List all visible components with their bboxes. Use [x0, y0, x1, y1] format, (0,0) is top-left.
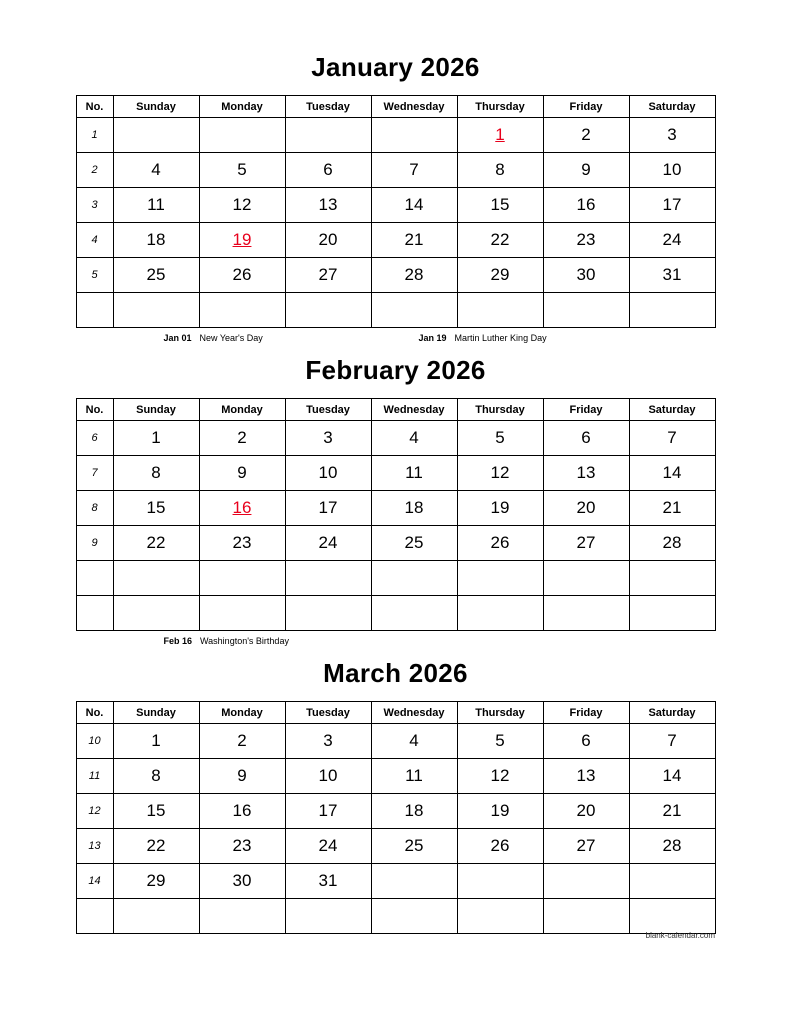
header-friday: Friday — [543, 399, 629, 421]
calendar-day-cell[interactable]: 1 — [457, 118, 543, 153]
calendar-day-cell[interactable]: 29 — [113, 864, 199, 899]
calendar-empty-cell — [629, 293, 715, 328]
calendar-day-cell[interactable]: 15 — [113, 794, 199, 829]
header-friday: Friday — [543, 96, 629, 118]
calendar-week-row — [76, 596, 715, 631]
calendar-day-cell[interactable]: 17 — [285, 794, 371, 829]
header-sunday: Sunday — [113, 399, 199, 421]
calendar-day-cell[interactable]: 15 — [113, 491, 199, 526]
calendar-day-cell[interactable]: 6 — [285, 153, 371, 188]
calendar-empty-cell — [199, 596, 285, 631]
calendar-day-cell[interactable]: 14 — [371, 188, 457, 223]
calendar-day-cell[interactable]: 17 — [285, 491, 371, 526]
calendar-empty-cell — [371, 596, 457, 631]
calendar-day-cell[interactable]: 9 — [199, 759, 285, 794]
calendar-week-row — [76, 153, 715, 188]
calendar-day-cell[interactable]: 20 — [543, 794, 629, 829]
calendar-day-cell[interactable]: 3 — [629, 118, 715, 153]
calendar-empty-cell — [199, 293, 285, 328]
calendar-day-cell[interactable]: 13 — [285, 188, 371, 223]
header-saturday: Saturday — [629, 96, 715, 118]
calendar-day-cell[interactable]: 4 — [113, 153, 199, 188]
header-week-no: No. — [76, 702, 113, 724]
calendar-day-cell[interactable]: 28 — [629, 526, 715, 561]
calendar-day-cell[interactable]: 25 — [371, 526, 457, 561]
calendar-empty-cell — [543, 561, 629, 596]
calendar-day-cell[interactable]: 25 — [113, 258, 199, 293]
calendar-day-cell[interactable]: 12 — [199, 188, 285, 223]
calendar-day-cell[interactable]: 17 — [629, 188, 715, 223]
calendar-day-cell[interactable]: 13 — [543, 456, 629, 491]
week-number-cell: 2 — [76, 153, 113, 188]
header-monday: Monday — [199, 399, 285, 421]
week-number-cell: 4 — [76, 223, 113, 258]
calendar-empty-cell — [285, 899, 371, 934]
calendar-day-cell[interactable]: 20 — [285, 223, 371, 258]
week-number-cell: 11 — [76, 759, 113, 794]
header-thursday: Thursday — [457, 399, 543, 421]
month-title-february: February 2026 — [305, 355, 486, 385]
calendar-day-cell[interactable]: 16 — [199, 794, 285, 829]
calendar-day-cell[interactable]: 8 — [113, 456, 199, 491]
calendar-empty-cell — [371, 899, 457, 934]
calendar-day-cell[interactable]: 1 — [113, 724, 199, 759]
calendar-day-cell[interactable]: 11 — [371, 759, 457, 794]
holiday-note-date: Jan 19 — [418, 333, 447, 343]
calendar-empty-cell — [543, 293, 629, 328]
week-number-cell — [76, 561, 113, 596]
calendar-week-row — [76, 759, 715, 794]
week-number-cell: 13 — [76, 829, 113, 864]
calendar-day-cell[interactable]: 24 — [285, 829, 371, 864]
calendar-empty-cell — [629, 864, 715, 899]
calendar-empty-cell — [543, 596, 629, 631]
month-block-february — [0, 355, 791, 650]
holiday-note — [164, 636, 289, 646]
calendar-empty-cell — [199, 899, 285, 934]
calendar-day-cell[interactable]: 10 — [629, 153, 715, 188]
week-number-cell — [76, 899, 113, 934]
calendar-empty-cell — [371, 293, 457, 328]
calendar-body-march — [76, 724, 715, 934]
calendar-day-cell[interactable]: 26 — [457, 526, 543, 561]
calendar-body-january — [76, 118, 715, 328]
calendar-week-row — [76, 561, 715, 596]
calendar-day-cell[interactable]: 3 — [285, 724, 371, 759]
calendar-day-cell[interactable]: 27 — [285, 258, 371, 293]
calendar-week-row — [76, 724, 715, 759]
header-tuesday: Tuesday — [285, 96, 371, 118]
calendar-day-cell[interactable]: 6 — [543, 421, 629, 456]
calendar-empty-cell — [543, 899, 629, 934]
header-friday: Friday — [543, 702, 629, 724]
calendar-day-cell[interactable]: 8 — [457, 153, 543, 188]
weekday-header-row — [76, 96, 715, 118]
calendar-day-cell[interactable]: 2 — [199, 724, 285, 759]
holiday-note-name: Martin Luther King Day — [454, 333, 547, 343]
calendar-empty-cell — [113, 899, 199, 934]
calendar-day-cell[interactable]: 10 — [285, 456, 371, 491]
calendar-table-march — [76, 701, 716, 934]
calendar-day-cell[interactable]: 20 — [543, 491, 629, 526]
calendar-week-row — [76, 456, 715, 491]
week-number-cell: 5 — [76, 258, 113, 293]
header-thursday: Thursday — [457, 96, 543, 118]
holiday-note-date: Jan 01 — [163, 333, 192, 343]
calendar-day-cell[interactable]: 23 — [199, 526, 285, 561]
header-tuesday: Tuesday — [285, 702, 371, 724]
calendar-day-cell[interactable]: 13 — [543, 759, 629, 794]
calendar-day-cell[interactable]: 16 — [543, 188, 629, 223]
calendar-day-cell[interactable]: 29 — [457, 258, 543, 293]
calendar-day-cell[interactable]: 21 — [629, 794, 715, 829]
calendar-day-cell[interactable]: 23 — [543, 223, 629, 258]
calendar-week-row — [76, 794, 715, 829]
calendar-day-cell[interactable]: 14 — [629, 759, 715, 794]
calendar-week-row — [76, 526, 715, 561]
calendar-day-cell[interactable]: 3 — [285, 421, 371, 456]
calendar-day-cell[interactable]: 31 — [285, 864, 371, 899]
month-title-january: January 2026 — [311, 52, 480, 82]
calendar-day-cell[interactable]: 21 — [629, 491, 715, 526]
calendar-empty-cell — [285, 596, 371, 631]
calendar-empty-cell — [285, 293, 371, 328]
calendar-empty-cell — [113, 561, 199, 596]
calendar-week-row — [76, 188, 715, 223]
calendar-day-cell[interactable]: 24 — [285, 526, 371, 561]
week-number-cell: 3 — [76, 188, 113, 223]
calendar-day-cell[interactable]: 24 — [629, 223, 715, 258]
header-wednesday: Wednesday — [371, 702, 457, 724]
holiday-note — [164, 333, 263, 343]
calendar-day-cell[interactable]: 10 — [285, 759, 371, 794]
calendar-day-cell[interactable]: 12 — [457, 759, 543, 794]
calendar-empty-cell — [457, 596, 543, 631]
header-saturday: Saturday — [629, 702, 715, 724]
calendar-day-cell[interactable]: 18 — [113, 223, 199, 258]
calendar-table-february — [76, 398, 716, 631]
calendar-empty-cell — [543, 864, 629, 899]
calendar-day-cell[interactable]: 5 — [457, 724, 543, 759]
header-wednesday: Wednesday — [371, 96, 457, 118]
calendar-day-cell[interactable]: 30 — [199, 864, 285, 899]
calendar-day-cell[interactable]: 9 — [543, 153, 629, 188]
calendar-empty-cell — [457, 864, 543, 899]
calendar-week-row — [76, 258, 715, 293]
calendar-day-cell[interactable]: 25 — [371, 829, 457, 864]
week-number-cell: 10 — [76, 724, 113, 759]
calendar-empty-cell — [285, 561, 371, 596]
month-block-january — [0, 52, 791, 347]
week-number-cell — [76, 293, 113, 328]
calendar-day-cell[interactable]: 26 — [199, 258, 285, 293]
calendar-day-cell[interactable]: 12 — [457, 456, 543, 491]
calendar-day-cell[interactable]: 2 — [543, 118, 629, 153]
calendar-day-cell[interactable]: 19 — [457, 491, 543, 526]
holiday-note-date: Feb 16 — [163, 636, 193, 646]
calendar-empty-cell — [371, 864, 457, 899]
holiday-note — [419, 333, 547, 343]
calendar-day-cell[interactable]: 31 — [629, 258, 715, 293]
calendar-day-cell[interactable]: 5 — [457, 421, 543, 456]
calendar-week-row — [76, 864, 715, 899]
header-sunday: Sunday — [113, 96, 199, 118]
calendar-day-cell[interactable]: 6 — [543, 724, 629, 759]
calendar-day-cell[interactable]: 27 — [543, 526, 629, 561]
calendar-day-cell[interactable]: 7 — [629, 421, 715, 456]
month-block-march — [0, 658, 791, 934]
calendar-day-cell[interactable]: 30 — [543, 258, 629, 293]
header-sunday: Sunday — [113, 702, 199, 724]
calendar-day-cell[interactable]: 22 — [113, 829, 199, 864]
calendar-week-row — [76, 899, 715, 934]
holiday-notes-february — [76, 631, 716, 650]
calendar-empty-cell — [113, 293, 199, 328]
header-monday: Monday — [199, 702, 285, 724]
calendar-body-february — [76, 421, 715, 631]
week-number-cell: 8 — [76, 491, 113, 526]
week-number-cell: 14 — [76, 864, 113, 899]
holiday-note-name: Washington's Birthday — [200, 636, 289, 646]
calendar-empty-cell — [629, 561, 715, 596]
site-credit: blank-calendar.com — [645, 931, 715, 940]
calendar-day-cell[interactable]: 15 — [457, 188, 543, 223]
calendar-empty-cell — [371, 118, 457, 153]
calendar-day-cell[interactable]: 16 — [199, 491, 285, 526]
calendar-empty-cell — [199, 561, 285, 596]
calendar-day-cell[interactable]: 28 — [629, 829, 715, 864]
calendar-day-cell[interactable]: 23 — [199, 829, 285, 864]
calendar-day-cell[interactable]: 18 — [371, 491, 457, 526]
calendar-week-row — [76, 223, 715, 258]
calendar-empty-cell — [629, 899, 715, 934]
calendar-empty-cell — [457, 293, 543, 328]
header-monday: Monday — [199, 96, 285, 118]
header-week-no: No. — [76, 399, 113, 421]
week-number-cell: 1 — [76, 118, 113, 153]
calendar-week-row — [76, 491, 715, 526]
calendar-empty-cell — [285, 118, 371, 153]
calendar-day-cell[interactable]: 11 — [371, 456, 457, 491]
calendar-day-cell[interactable]: 7 — [629, 724, 715, 759]
week-number-cell: 7 — [76, 456, 113, 491]
calendar-empty-cell — [113, 596, 199, 631]
calendar-table-march-wrapper — [76, 701, 716, 934]
calendar-day-cell[interactable]: 4 — [371, 421, 457, 456]
calendar-week-row — [76, 829, 715, 864]
weekday-header-row — [76, 399, 715, 421]
calendar-empty-cell — [199, 118, 285, 153]
holiday-note-name: New Year's Day — [199, 333, 263, 343]
calendar-day-cell[interactable]: 2 — [199, 421, 285, 456]
calendar-day-cell[interactable]: 22 — [113, 526, 199, 561]
calendar-day-cell[interactable]: 22 — [457, 223, 543, 258]
calendar-day-cell[interactable]: 1 — [113, 421, 199, 456]
calendar-day-cell[interactable]: 11 — [113, 188, 199, 223]
header-thursday: Thursday — [457, 702, 543, 724]
header-wednesday: Wednesday — [371, 399, 457, 421]
calendar-table-january-wrapper — [76, 95, 716, 328]
week-number-cell — [76, 596, 113, 631]
calendar-day-cell[interactable]: 8 — [113, 759, 199, 794]
calendar-day-cell[interactable]: 19 — [199, 223, 285, 258]
calendar-empty-cell — [457, 561, 543, 596]
calendar-week-row — [76, 118, 715, 153]
calendar-day-cell[interactable]: 26 — [457, 829, 543, 864]
calendar-day-cell[interactable]: 28 — [371, 258, 457, 293]
calendar-week-row — [76, 293, 715, 328]
calendar-day-cell[interactable]: 9 — [199, 456, 285, 491]
calendar-day-cell[interactable]: 5 — [199, 153, 285, 188]
calendar-table-february-wrapper — [76, 398, 716, 631]
week-number-cell: 9 — [76, 526, 113, 561]
calendar-day-cell[interactable]: 14 — [629, 456, 715, 491]
calendar-empty-cell — [113, 118, 199, 153]
header-tuesday: Tuesday — [285, 399, 371, 421]
calendar-week-row — [76, 421, 715, 456]
calendar-empty-cell — [457, 899, 543, 934]
calendar-day-cell[interactable]: 27 — [543, 829, 629, 864]
header-week-no: No. — [76, 96, 113, 118]
week-number-cell: 12 — [76, 794, 113, 829]
week-number-cell: 6 — [76, 421, 113, 456]
calendar-day-cell[interactable]: 21 — [371, 223, 457, 258]
calendar-empty-cell — [371, 561, 457, 596]
calendar-day-cell[interactable]: 4 — [371, 724, 457, 759]
header-saturday: Saturday — [629, 399, 715, 421]
calendar-day-cell[interactable]: 18 — [371, 794, 457, 829]
calendar-empty-cell — [629, 596, 715, 631]
month-title-march: March 2026 — [323, 658, 468, 688]
weekday-header-row — [76, 702, 715, 724]
holiday-notes-january — [76, 328, 716, 347]
calendar-day-cell[interactable]: 7 — [371, 153, 457, 188]
calendar-day-cell[interactable]: 19 — [457, 794, 543, 829]
calendar-table-january — [76, 95, 716, 328]
